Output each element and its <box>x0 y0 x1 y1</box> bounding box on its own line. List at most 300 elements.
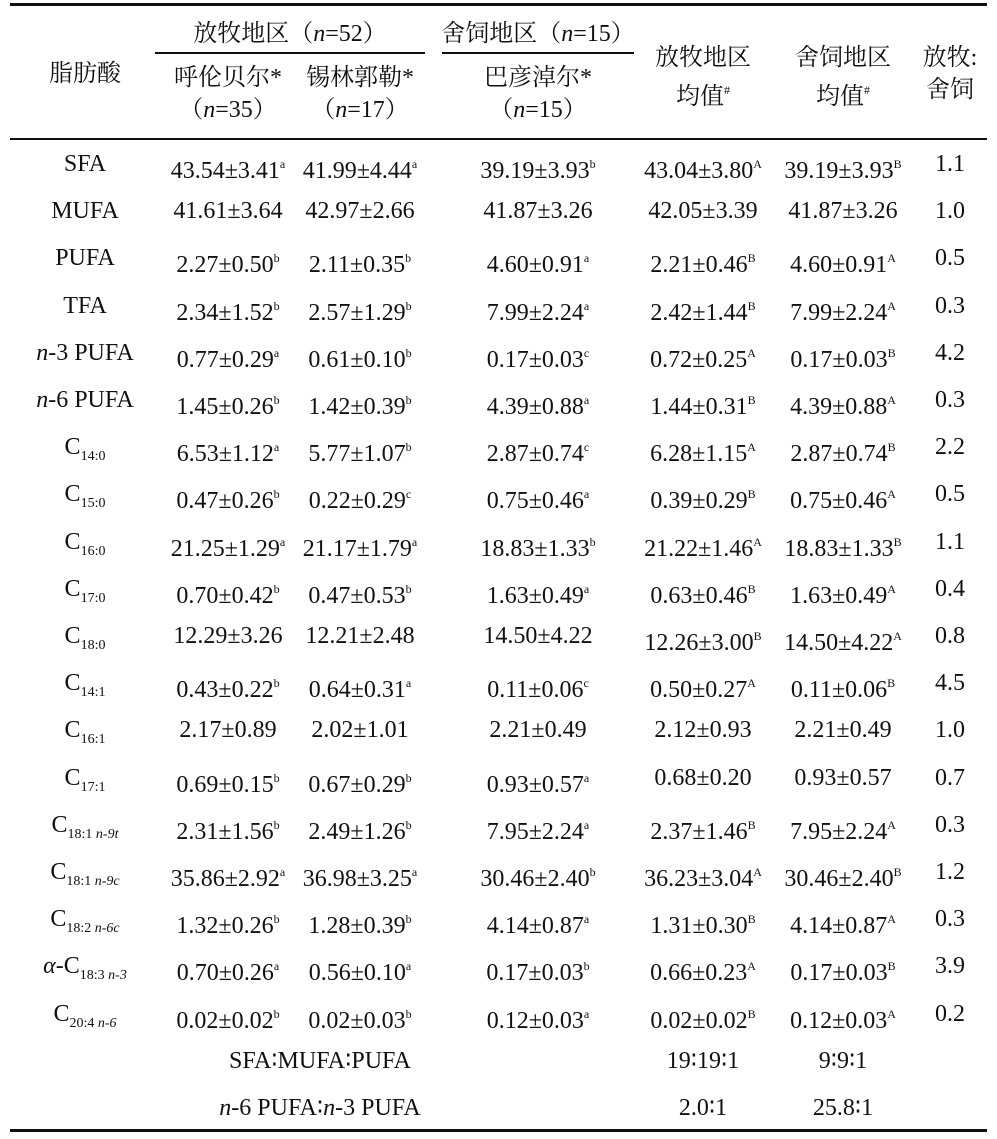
significance-mark: c <box>583 440 590 455</box>
significance-mark: B <box>753 629 762 643</box>
significance-mark: B <box>747 912 756 927</box>
value-cell <box>177 433 280 468</box>
subscript: 18:2 n-6c <box>66 921 120 937</box>
value-cell <box>311 716 408 744</box>
value-cell <box>487 244 590 279</box>
significance-mark: b <box>405 1006 412 1021</box>
summary-housed: 9∶9∶1 <box>818 1047 868 1074</box>
label-text: C <box>50 859 67 885</box>
label-text: C <box>64 481 81 508</box>
group-header-housed: 舍饲地区（n=15） <box>441 21 635 47</box>
label-text: C <box>64 528 81 555</box>
value-text: 42.05±3.39 <box>648 198 758 225</box>
value-cell <box>790 339 895 374</box>
value-text: 41.87±3.26 <box>788 198 898 225</box>
significance-mark: c <box>583 345 590 360</box>
significance-mark: a <box>273 440 280 455</box>
sub-header-xilingol: 锡林郭勒* （n=17） <box>306 65 414 123</box>
row-label <box>50 905 119 943</box>
value-text: 2.17±0.89 <box>179 717 277 744</box>
significance-mark: b <box>405 251 412 266</box>
italic-n: n <box>219 1095 232 1121</box>
value-text: 2.02±1.01 <box>311 717 409 744</box>
sub-header-bayannur: 巴彦淖尔* （n=15） <box>484 65 592 123</box>
significance-mark: a <box>279 865 286 879</box>
value-cell <box>305 197 414 225</box>
value-text: 12.26±3.00 <box>644 630 754 656</box>
sub-header-hulunbuir: 呼伦贝尔* （n=35） <box>174 65 282 123</box>
value-cell <box>487 433 590 468</box>
summary-grazing: 19∶19∶1 <box>666 1047 740 1074</box>
value-text: 1.45±0.26 <box>176 394 274 420</box>
subscript-italic: n-9t <box>95 826 119 842</box>
value-text: 41.61±3.64 <box>173 198 283 225</box>
row-label <box>65 669 106 707</box>
value-text: 0.66±0.23 <box>650 960 748 987</box>
row-label <box>65 622 106 660</box>
label-text: TFA <box>63 292 107 319</box>
value-text: 39.19±3.93 <box>480 158 590 184</box>
label-text: C <box>64 717 81 744</box>
value-text: 1.28±0.39 <box>308 913 406 940</box>
subscript: 20:4 n-6 <box>69 1015 117 1031</box>
summary-grazing: 2.0∶1 <box>678 1095 728 1121</box>
value-cell <box>788 197 897 225</box>
value-cell <box>308 386 411 421</box>
value-cell <box>790 1000 896 1035</box>
subscript: 17:0 <box>80 590 106 606</box>
significance-mark: b <box>589 865 596 879</box>
significance-mark: a <box>583 487 590 502</box>
value-cell <box>650 292 755 327</box>
ratio-cell: 0.3 <box>935 292 965 319</box>
label-rest: -3 PUFA <box>48 339 134 366</box>
value-cell <box>480 150 595 185</box>
row-label <box>50 858 119 896</box>
significance-mark: a <box>583 393 590 407</box>
italic-n: n <box>323 1095 336 1121</box>
significance-mark: c <box>405 487 412 502</box>
value-cell <box>650 1000 755 1035</box>
value-cell <box>309 480 412 515</box>
significance-mark: b <box>405 345 412 360</box>
significance-mark: b <box>273 487 280 502</box>
subscript: 16:0 <box>80 543 106 559</box>
significance-mark: B <box>893 157 902 171</box>
label-text: C <box>64 670 81 697</box>
value-text: 0.39±0.29 <box>650 488 748 515</box>
value-text: 7.99±2.24 <box>486 299 584 326</box>
value-text: 0.93±0.57 <box>794 764 892 791</box>
value-cell <box>305 622 414 650</box>
bottom-rule <box>10 1129 987 1132</box>
significance-mark: b <box>589 157 596 171</box>
value-text: 2.37±1.46 <box>650 818 748 845</box>
value-cell <box>650 433 756 468</box>
value-text: 0.02±0.03 <box>308 1007 406 1034</box>
row-label <box>65 716 106 754</box>
value-cell <box>309 244 411 279</box>
significance-mark: a <box>279 534 286 549</box>
significance-mark: B <box>887 676 896 691</box>
significance-mark: b <box>273 770 280 785</box>
value-cell <box>303 528 418 563</box>
italic-prefix: α <box>43 953 56 980</box>
significance-mark: a <box>411 157 418 171</box>
value-cell <box>794 764 891 792</box>
ratio-cell: 0.2 <box>935 1000 965 1027</box>
value-text: 0.72±0.25 <box>650 346 748 373</box>
row-label <box>65 764 106 802</box>
value-text: 0.75±0.46 <box>486 488 584 515</box>
significance-mark: A <box>887 912 896 927</box>
significance-mark: a <box>583 251 590 266</box>
subscript-italic: n-3 <box>108 968 127 984</box>
significance-mark: A <box>887 393 896 407</box>
label-text: PUFA <box>55 245 115 272</box>
group-rule-2 <box>442 52 634 54</box>
value-text: 0.17±0.03 <box>486 960 584 987</box>
value-cell <box>790 244 896 279</box>
value-text: 4.39±0.88 <box>790 394 888 420</box>
significance-mark: A <box>887 581 896 596</box>
value-cell <box>176 1000 279 1035</box>
significance-mark: A <box>887 817 896 832</box>
significance-mark: A <box>747 345 756 360</box>
significance-mark: b <box>273 1006 280 1021</box>
significance-mark: a <box>583 298 590 313</box>
significance-mark: B <box>747 581 756 596</box>
value-cell <box>487 669 589 704</box>
value-text: 0.43±0.22 <box>176 677 274 704</box>
value-cell <box>486 952 589 987</box>
group-rule-1 <box>155 52 425 54</box>
value-text: 0.12±0.03 <box>486 1007 584 1034</box>
ratio-cell: 1.1 <box>935 151 965 177</box>
value-cell <box>176 905 279 940</box>
value-text: 2.12±0.93 <box>654 717 752 744</box>
value-cell <box>179 716 276 744</box>
value-text: 4.60±0.91 <box>486 252 584 279</box>
significance-mark: a <box>583 581 590 596</box>
value-text: 30.46±2.40 <box>784 866 894 892</box>
value-cell <box>487 1000 590 1035</box>
significance-mark: b <box>405 440 412 455</box>
value-text: 2.87±0.74 <box>790 441 888 468</box>
significance-mark: B <box>747 251 756 266</box>
value-cell <box>489 716 586 744</box>
value-cell <box>176 292 279 327</box>
value-cell <box>650 811 755 846</box>
significance-mark: b <box>273 676 280 691</box>
significance-mark: b <box>405 912 412 927</box>
significance-mark: b <box>405 298 412 313</box>
value-text: 7.95±2.24 <box>790 818 888 845</box>
value-text: 4.14±0.87 <box>486 913 584 940</box>
value-text: 12.21±2.48 <box>305 623 415 649</box>
value-cell <box>487 480 590 515</box>
value-cell <box>176 669 279 704</box>
value-cell <box>784 528 901 563</box>
value-text: 2.49±1.26 <box>308 818 406 845</box>
italic-prefix: n <box>36 339 49 366</box>
ratio-cell: 3.9 <box>935 953 965 980</box>
value-text: 41.87±3.26 <box>483 198 593 225</box>
significance-mark: A <box>753 157 762 171</box>
label-text: SFA <box>63 151 107 177</box>
value-text: 2.27±0.50 <box>176 252 274 279</box>
value-text: 0.77±0.29 <box>176 346 274 373</box>
significance-mark: B <box>893 534 902 549</box>
value-cell <box>784 622 902 657</box>
value-cell <box>308 905 411 940</box>
value-cell <box>308 339 411 374</box>
value-cell <box>176 244 279 279</box>
value-text: 39.19±3.93 <box>784 158 894 184</box>
value-text: 21.25±1.29 <box>170 535 280 562</box>
subscript: 18:0 <box>80 638 106 653</box>
col-header-fatty-acid: 脂肪酸 <box>49 61 121 87</box>
value-text: 0.56±0.10 <box>308 960 406 987</box>
value-cell <box>644 528 762 563</box>
value-cell <box>487 339 590 374</box>
significance-mark: A <box>753 534 762 549</box>
significance-mark: b <box>273 298 280 313</box>
subscript-italic: n-9c <box>94 874 120 889</box>
value-cell <box>650 480 755 515</box>
value-cell <box>654 764 751 792</box>
significance-mark: a <box>405 959 412 974</box>
significance-mark: B <box>887 345 896 360</box>
value-cell <box>790 386 896 421</box>
significance-mark: b <box>273 817 280 832</box>
label-part: -6 PUFA∶ <box>231 1095 324 1121</box>
value-cell <box>303 150 418 185</box>
significance-mark: A <box>887 1006 896 1021</box>
label-text: MUFA <box>51 198 119 225</box>
row-label <box>53 1000 116 1038</box>
value-cell <box>654 716 751 744</box>
label-text: C <box>64 623 81 649</box>
value-text: 0.61±0.10 <box>308 346 406 373</box>
significance-mark: a <box>273 959 280 974</box>
significance-mark: B <box>887 959 896 974</box>
value-cell <box>790 952 895 987</box>
ratio-cell: 0.3 <box>935 811 965 838</box>
value-text: 1.44±0.31 <box>650 394 748 420</box>
row-label <box>55 244 115 272</box>
value-text: 12.29±3.26 <box>173 623 283 649</box>
value-cell <box>794 716 891 744</box>
value-text: 2.87±0.74 <box>486 441 584 468</box>
subscript: 15:0 <box>80 496 106 512</box>
significance-mark: b <box>405 770 412 785</box>
value-cell <box>487 905 590 940</box>
value-cell <box>650 386 755 421</box>
subscript-italic: n-6 <box>97 1015 117 1031</box>
value-text: 0.69±0.15 <box>176 771 274 798</box>
ratio-cell: 1.0 <box>935 198 965 225</box>
label-text: C <box>64 764 81 791</box>
value-cell <box>790 292 896 327</box>
col-header-housed-mean: 舍饲地区 均值# <box>795 45 891 110</box>
value-text: 1.42±0.39 <box>308 394 406 420</box>
label-text: C <box>51 811 68 838</box>
value-text: 1.32±0.26 <box>176 913 274 940</box>
value-text: 14.50±4.22 <box>784 630 894 656</box>
row-label <box>36 386 134 414</box>
value-cell <box>784 858 901 893</box>
significance-mark: B <box>747 487 756 502</box>
row-label <box>65 528 106 566</box>
value-text: 0.50±0.27 <box>650 677 748 704</box>
top-rule <box>10 3 987 6</box>
value-cell <box>177 339 280 374</box>
value-text: 2.21±0.49 <box>489 717 587 744</box>
ratio-cell: 0.8 <box>935 623 965 649</box>
label-text: C <box>64 434 81 461</box>
value-cell <box>648 197 757 225</box>
col-header-grazing-mean: 放牧地区 均值# <box>655 45 751 110</box>
row-label <box>52 811 119 849</box>
value-cell <box>487 386 590 421</box>
value-text: 0.63±0.46 <box>650 582 748 609</box>
significance-mark: a <box>411 865 418 879</box>
ratio-cell: 0.5 <box>935 245 965 272</box>
value-cell <box>784 150 901 185</box>
value-cell <box>650 244 755 279</box>
value-text: 0.67±0.29 <box>308 771 406 798</box>
significance-mark: A <box>747 959 756 974</box>
value-cell <box>308 764 411 799</box>
value-text: 2.31±1.56 <box>176 818 274 845</box>
value-cell <box>309 952 412 987</box>
value-cell <box>790 575 896 610</box>
value-text: 0.70±0.26 <box>176 960 274 987</box>
significance-mark: b <box>405 581 412 596</box>
value-text: 30.46±2.40 <box>480 866 590 892</box>
row-label <box>65 480 106 518</box>
value-cell <box>790 811 896 846</box>
significance-mark: B <box>747 817 756 832</box>
value-cell <box>480 528 595 563</box>
value-text: 2.42±1.44 <box>650 299 748 326</box>
value-text: 0.75±0.46 <box>790 488 888 515</box>
value-text: 1.63±0.49 <box>486 582 584 609</box>
subscript: 18:1 n-9t <box>67 826 119 842</box>
significance-mark: B <box>747 393 756 407</box>
value-cell <box>650 952 756 987</box>
value-cell <box>483 197 592 225</box>
ratio-cell: 1.1 <box>935 528 965 555</box>
significance-mark: A <box>887 251 896 266</box>
row-label <box>64 150 106 178</box>
value-cell <box>644 858 762 893</box>
row-label <box>63 292 107 320</box>
label-rest: -C <box>55 953 80 980</box>
value-text: 21.17±1.79 <box>302 535 412 562</box>
significance-mark: A <box>747 440 756 455</box>
value-cell <box>650 575 755 610</box>
significance-mark: b <box>273 393 280 407</box>
value-cell <box>176 480 279 515</box>
value-cell <box>308 1000 411 1035</box>
value-cell <box>303 858 418 893</box>
value-text: 2.34±1.52 <box>176 299 274 326</box>
value-text: 4.14±0.87 <box>790 913 888 940</box>
header-rule <box>10 138 987 140</box>
value-cell <box>308 575 411 610</box>
significance-mark: B <box>747 1006 756 1021</box>
ratio-cell: 1.2 <box>935 859 965 885</box>
value-text: 0.47±0.53 <box>308 582 406 609</box>
value-cell <box>171 150 286 185</box>
significance-mark: a <box>583 1006 590 1021</box>
value-text: 0.11±0.06 <box>790 677 888 704</box>
significance-mark: a <box>583 817 590 832</box>
summary-label: SFA∶MUFA∶PUFA <box>229 1047 411 1074</box>
value-cell <box>644 150 762 185</box>
value-text: 0.47±0.26 <box>176 488 274 515</box>
ratio-cell: 0.3 <box>935 906 965 933</box>
row-label <box>36 339 134 367</box>
value-cell <box>487 292 590 327</box>
value-text: 1.31±0.30 <box>650 913 748 940</box>
significance-mark: A <box>747 676 756 691</box>
row-label <box>65 433 106 471</box>
significance-mark: A <box>893 629 902 643</box>
value-text: 1.63±0.49 <box>790 582 888 609</box>
value-text: 35.86±2.92 <box>170 866 280 892</box>
value-cell <box>308 292 411 327</box>
significance-mark: a <box>411 534 418 549</box>
group-header-grazing: 放牧地区（n=52） <box>193 21 387 47</box>
value-cell <box>790 905 896 940</box>
label-part: -3 PUFA <box>335 1095 421 1121</box>
value-text: 21.22±1.46 <box>644 535 754 562</box>
ratio-cell: 0.5 <box>935 481 965 508</box>
value-text: 36.98±3.25 <box>302 866 412 892</box>
row-label <box>43 952 127 990</box>
value-cell <box>487 575 590 610</box>
value-text: 0.02±0.02 <box>176 1007 274 1034</box>
significance-mark: b <box>273 251 280 266</box>
summary-housed: 25.8∶1 <box>812 1095 874 1121</box>
value-text: 36.23±3.04 <box>644 866 754 892</box>
subscript: 18:1 n-9c <box>66 874 120 889</box>
significance-mark: b <box>583 959 590 974</box>
value-text: 6.28±1.15 <box>650 441 748 468</box>
label-rest: -6 PUFA <box>48 387 134 413</box>
value-cell <box>177 952 280 987</box>
summary-label <box>219 1094 420 1122</box>
value-text: 43.04±3.80 <box>644 158 754 184</box>
ratio-cell: 2.2 <box>935 434 965 461</box>
value-cell <box>650 669 756 704</box>
ratio-cell: 0.7 <box>935 764 965 791</box>
value-cell <box>644 622 761 657</box>
significance-mark: b <box>405 817 412 832</box>
value-text: 41.99±4.44 <box>302 158 412 184</box>
significance-mark: A <box>753 865 762 879</box>
value-cell <box>790 433 895 468</box>
significance-mark: a <box>279 157 286 171</box>
value-text: 0.17±0.03 <box>790 346 888 373</box>
value-text: 7.99±2.24 <box>790 299 888 326</box>
value-text: 6.53±1.12 <box>176 441 274 468</box>
value-cell <box>171 858 286 893</box>
subscript-italic: n-6c <box>94 921 120 937</box>
